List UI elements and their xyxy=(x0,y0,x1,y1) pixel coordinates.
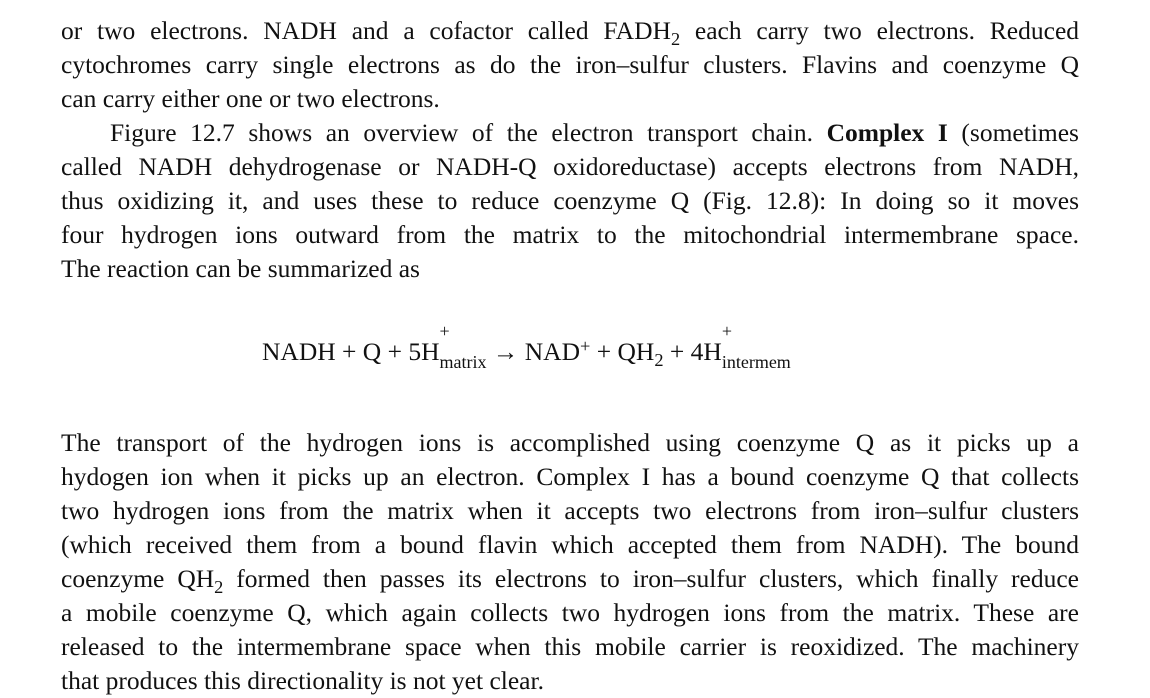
superscript: + xyxy=(439,321,450,341)
text-span: or two electrons. NADH and a cofactor called FADH xyxy=(61,16,671,45)
bold-term: Complex I xyxy=(826,118,948,147)
text-line xyxy=(61,116,1079,150)
text-line: four hydrogen ions outward from the matrix to the mitochondrial intermembrane space. xyxy=(61,220,1079,249)
text-span: formed then passes its electrons to iron–sulfur clusters, which finally reduce xyxy=(223,564,1079,593)
text-span: Figure 12.7 shows an overview of the electron transport chain. xyxy=(110,118,827,147)
text-line: cytochromes carry single electrons as do the iron–sulfur clusters. Flavins and coenzyme Q xyxy=(61,50,1079,79)
text-line: two hydrogen ions from the matrix when it accepts two electrons from iron–sulfur clusters xyxy=(61,496,1079,525)
text-line: that produces this directionality is not yet clear. xyxy=(61,666,544,695)
text-line: (which received them from a bound flavin which accepted them from NADH). The bound xyxy=(61,530,1079,559)
subscript: 2 xyxy=(670,28,681,49)
text-line: hydogen ion when it picks up an electron. Complex I has a bound coenzyme Q that collects xyxy=(61,462,1079,491)
text-line: can carry either one or two electrons. xyxy=(61,84,440,113)
paragraph-complex-one xyxy=(61,116,1079,286)
reaction-equation xyxy=(262,321,882,372)
lower-text-section xyxy=(61,426,1079,698)
text-line xyxy=(61,562,1079,596)
subscript: intermem xyxy=(721,352,791,372)
upper-text-section xyxy=(61,14,1079,286)
text-line: called NADH dehydrogenase or NADH-Q oxidoreductase) accepts electrons from NADH, xyxy=(61,152,1079,181)
text-span: each carry two electrons. Reduced xyxy=(680,16,1080,45)
text-span: (sometimes xyxy=(947,118,1079,147)
superscript: + xyxy=(721,321,732,341)
equation-term: NAD xyxy=(524,337,581,366)
superscript: + xyxy=(580,335,591,356)
subscript: 2 xyxy=(654,349,664,370)
equation-scripts xyxy=(439,321,487,372)
text-line: released to the intermembrane space when this mobile carrier is reoxidized. The machinery xyxy=(61,632,1079,661)
reaction-arrow: → xyxy=(486,337,525,366)
text-line: The reaction can be summarized as xyxy=(61,254,420,283)
paragraph-hydrogen-transport xyxy=(61,426,1079,698)
text-line: thus oxidizing it, and uses these to reduce coenzyme Q (Fig. 12.8): In doing so it moves xyxy=(61,186,1079,215)
subscript: matrix xyxy=(439,352,487,372)
subscript: 2 xyxy=(214,576,224,597)
equation-term: + 4H xyxy=(663,337,722,366)
text-span: coenzyme QH xyxy=(61,564,215,593)
text-line xyxy=(61,14,1079,48)
text-line: a mobile coenzyme Q, which again collects two hydrogen ions from the matrix. These are xyxy=(61,598,1079,627)
equation-scripts xyxy=(721,321,791,372)
equation-term: NADH + Q + 5H xyxy=(262,337,440,366)
paragraph-electron-carriers xyxy=(61,14,1079,116)
equation-term: + QH xyxy=(590,337,655,366)
text-line: The transport of the hydrogen ions is accomplished using coenzyme Q as it picks up a xyxy=(61,428,1079,457)
